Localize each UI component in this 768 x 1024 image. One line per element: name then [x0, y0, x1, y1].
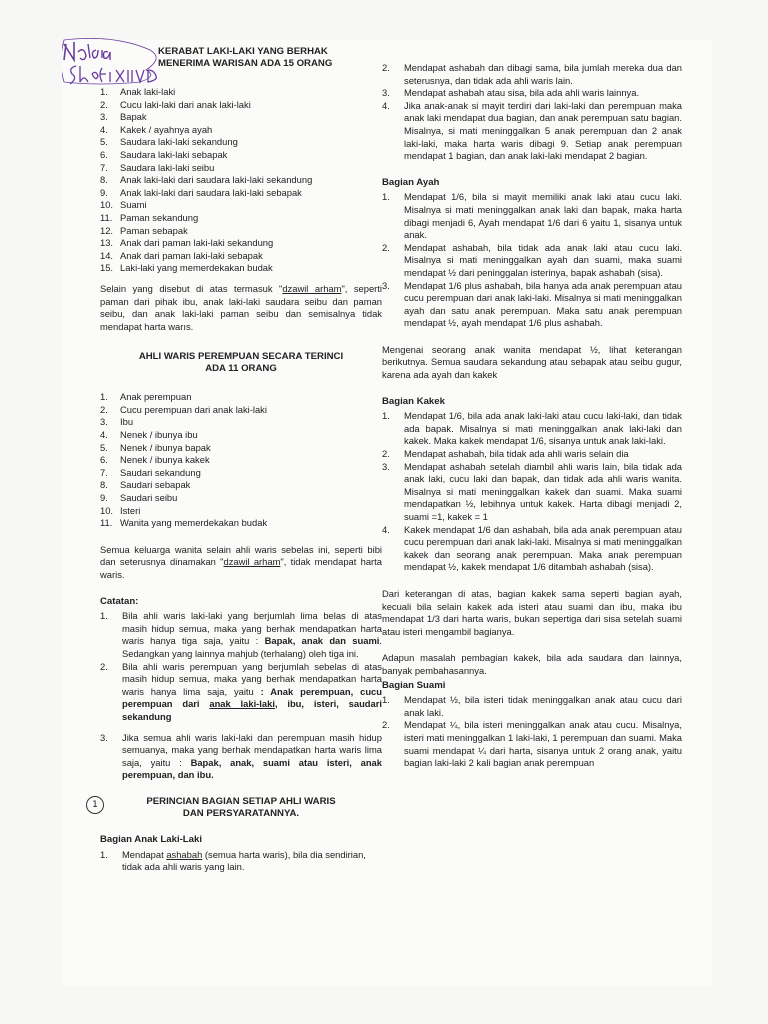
- list-item: 1. Mendapat 1/6, bila ada anak laki-laki atau cucu laki-laki, dan tidak ada bapak. Misalnya si mati meninggalkan anak laki-laki dan kakek. Maka kakek mendapat 1/6, sisanya untuk anak laki-laki.: [382, 410, 682, 447]
- heading-female-heirs: AHLI WARIS PEREMPUAN SECARA TERINCI ADA 11 ORANG: [138, 351, 344, 375]
- paragraph-dzawil-arham-male: Selain yang disebut di atas termasuk "dzawil arham", seperti paman dari pihak ibu, anak laki-laki saudara seibu dan paman seibu, dan anak laki-laki paman seibu dan semisalnya tidak mendapat harta warıs.: [100, 282, 382, 332]
- ayah-list: [382, 191, 682, 330]
- list-item: 2. Mendapat ashabah dan dibagi sama, bila jumlah mereka dua dan seterusnya, dan tidak ada ahli waris lain.: [382, 62, 682, 86]
- list-item: 9. Saudari seibu: [100, 492, 178, 504]
- list-item: 3. Mendapat ashabah setelah diambil ahli waris lain, bila tidak ada anak laki, cucu laki dan bapak, dan tidak ada ahli waris wanita. Misalnya si mati meninggalkan kakek dan suami. Maka suami mendapatkan ½, lebihnya untuk kakek. Harta dibagi menjadi 2, suami =1, kakek = 1: [382, 460, 682, 522]
- list-item: 4. Nenek / ibunya ibu: [100, 429, 198, 441]
- paragraph-ayah-note: Mengenai seorang anak wanita mendapat ½, lihat keterangan berikutnya. Semua saudara sekandung atau sebapak atau seibu gugur, karena ada ayah dan kakek: [382, 343, 682, 381]
- subheading-ayah: Bagian Ayah: [382, 176, 440, 188]
- subheading-anak-laki: Bagian Anak Laki-Laki: [100, 833, 203, 845]
- list-item: 2. Bila ahli waris perempuan yang berjumlah sebelas di atas masih hidup semua, maka yang berhak mendapatkan harta waris hanya lima saja, yaitu : Anak perempuan, cucu perempuan dari anak laki-laki, ibu, isteri, saudari sekandung: [100, 660, 382, 722]
- suami-list: [382, 694, 682, 770]
- paragraph-dzawil-arham-female: Semua keluarga wanita selain ahli waris sebelas ini, seperti bibi dan seterusnya dinamakan "dzawil arham", tidak mendapat harta waris.: [100, 543, 382, 580]
- list-item: 1. Anak laki-laki: [100, 86, 176, 97]
- list-item: 11. Wanita yang memerdekakan budak: [100, 517, 268, 529]
- left-column: [92, 46, 382, 874]
- list-item: 1. Mendapat ashabah (semua harta waris), bila dia sendirian, tidak ada ahli waris yang lain.: [100, 848, 366, 873]
- anak-laki-list: [100, 849, 382, 874]
- anak-laki-list-cont: [382, 62, 682, 163]
- kakek-list: [382, 410, 682, 574]
- list-item: 3. Bapak: [100, 111, 147, 123]
- subheading-suami: Bagian Suami: [382, 679, 446, 691]
- list-item: 14. Anak dari paman laki-laki sebapak: [100, 249, 263, 261]
- paragraph-kakek-note-2: Adapun masalah pembagian kakek, bila ada saudara dan lainnya, banyak pembahasannya.: [382, 652, 682, 676]
- list-item: 5. Nenek / ibunya bapak: [100, 441, 211, 453]
- list-item: 7. Saudara laki-laki seibu: [100, 161, 215, 173]
- list-item: 3. Mendapat ashabah atau sisa, bila ada ahli waris lainnya.: [382, 87, 640, 99]
- list-item: 2. Cucu laki-laki dari anak laki-laki: [100, 98, 251, 110]
- heading-line: MENERIMA WARISAN ADA 15 ORANG: [158, 58, 333, 69]
- list-item: 3. Mendapat 1/6 plus ashabah, bila hanya ada anak perempuan atau cucu perempuan dari anak laki-laki. Misalnya si mati meninggalkan ayah dan satu anak perempuan. Maka satu anak perempuan mendapat ½, ayah mendapat 1/6 plus ashabah.: [382, 279, 682, 329]
- list-item: 6. Nenek / ibunya kakek: [100, 454, 210, 466]
- list-item: 5. Saudara laki-laki sekandung: [100, 136, 238, 148]
- list-item: 1. Mendapat ½, bila isteri tidak meninggalkan anak atau cucu dari anak laki.: [382, 694, 682, 718]
- list-item: 13. Anak dari paman laki-laki sekandung: [100, 237, 274, 249]
- list-item: 3. Ibu: [100, 416, 134, 428]
- circled-number: 1: [86, 796, 104, 814]
- catatan-list: [100, 610, 382, 782]
- list-item: 2. Mendapat ¼, bila isteri meninggalkan anak atau cucu. Misalnya, isteri mati meninggalkan 1 laki-laki, 1 perempuan dan suami. Maka suami mendapat ¼ dari harta, sisanya untuk 2 orang anak, yaitu bagian laki-laki 2 kali bagian anak perempuan: [382, 719, 682, 769]
- list-item: 11. Paman sekandung: [100, 211, 199, 223]
- list-item: 1. Bila ahli waris laki-laki yang berjumlah lima belas di atas masih hidup semua, maka yang berhak mendapatkan harta waris hanya tiga saja, yaitu : Bapak, anak dan suami. Sedangkan yang lainnya mahjub (terhalang) oleh tiga ini.: [100, 610, 382, 659]
- list-item: 2. Mendapat ashabah, bila tidak ada ahli waris selain dia: [382, 448, 629, 460]
- list-item: 4. Jika anak-anak si mayit terdiri dari laki-laki dan perempuan maka anak laki mendapat dua bagian, dan anak perempuan satu bagian. Misalnya, si mati meninggalkan 5 anak perempuan dan 2 anak laki-laki, maka harta waris dibagi 9. Setiap anak perempuan mendapat 1 bagian, dan anak laki-laki mendapat 2 bagian.: [382, 99, 682, 162]
- right-column: [382, 62, 682, 770]
- document-page: [62, 40, 712, 985]
- list-item: 1. Anak perempuan: [100, 391, 192, 403]
- list-item: 4. Kakek / ayahnya ayah: [100, 123, 213, 135]
- heading-perincian: 1 PERINCIAN BAGIAN SETIAP AHLI WARIS DAN PERSYARATANNYA.: [100, 796, 382, 820]
- subheading-kakek: Bagian Kakek: [382, 395, 445, 407]
- list-item: 12. Paman sebapak: [100, 224, 188, 236]
- male-heirs-list: [100, 86, 382, 275]
- paragraph-kakek-note: Dari keterangan di atas, bagian kakek sama seperti bagian ayah, kecuali bila selain kakek ada isteri atau suami dan ibu, maka ibu mendapat 1/3 dari harta waris, bukan sepertiga dari sisa setelah suami atau isteri mengambil bagianya.: [382, 587, 682, 637]
- heading-line: KERABAT LAKI-LAKI YANG BERHAK: [158, 46, 328, 57]
- catatan-title: Catatan:: [100, 595, 139, 607]
- heading-male-heirs: [100, 46, 382, 70]
- list-item: 3. Jika semua ahli waris laki-laki dan perempuan masih hidup semuanya, maka yang berhak mendapatkan harta waris lima saja, yaitu : Bapak, anak, suami atau isteri, anak perempuan, dan ibu.: [100, 731, 382, 781]
- list-item: 10. Suami: [100, 199, 147, 211]
- list-item: 2. Cucu perempuan dari anak laki-laki: [100, 403, 267, 415]
- female-heirs-list: [100, 391, 382, 530]
- list-item: 1. Mendapat 1/6, bila si mayit memiliki anak laki atau cucu laki. Misalnya si mati meninggalkan anak laki dan bapak, maka harta dibagi menjadi 6, Ayah mendapat 1/6 dari 6 yaitu 1, sisanya untuk anak.: [382, 191, 682, 241]
- list-item: 2. Mendapat ashabah, bila tidak ada anak laki atau cucu laki. Misalnya si mati meninggalkan ayah dan suami, maka suami mendapat ½ dari peninggalan isterinya, bapak ashabah (sisa).: [382, 241, 682, 278]
- list-item: 7. Saudari sekandung: [100, 466, 201, 478]
- list-item: 8. Saudari sebapak: [100, 479, 191, 491]
- list-item: 8. Anak laki-laki dari saudara laki-laki sekandung: [100, 174, 313, 186]
- list-item: 15. Laki-laki yang memerdekakan budak: [100, 262, 273, 274]
- list-item: 4. Kakek mendapat 1/6 dan ashabah, bila ada anak perempuan atau cucu perempuan dari anak laki-laki. Misalnya si mati meninggalkan kakek dan seorang anak perempuan. Maka anak perempuan mendapat ½, kakek mendapat 1/6 ditambah ashabah (sisa).: [382, 523, 682, 573]
- list-item: 10. Isteri: [100, 504, 141, 516]
- list-item: 9. Anak laki-laki dari saudara laki-laki sebapak: [100, 186, 302, 198]
- list-item: 6. Saudara laki-laki sebapak: [100, 148, 228, 160]
